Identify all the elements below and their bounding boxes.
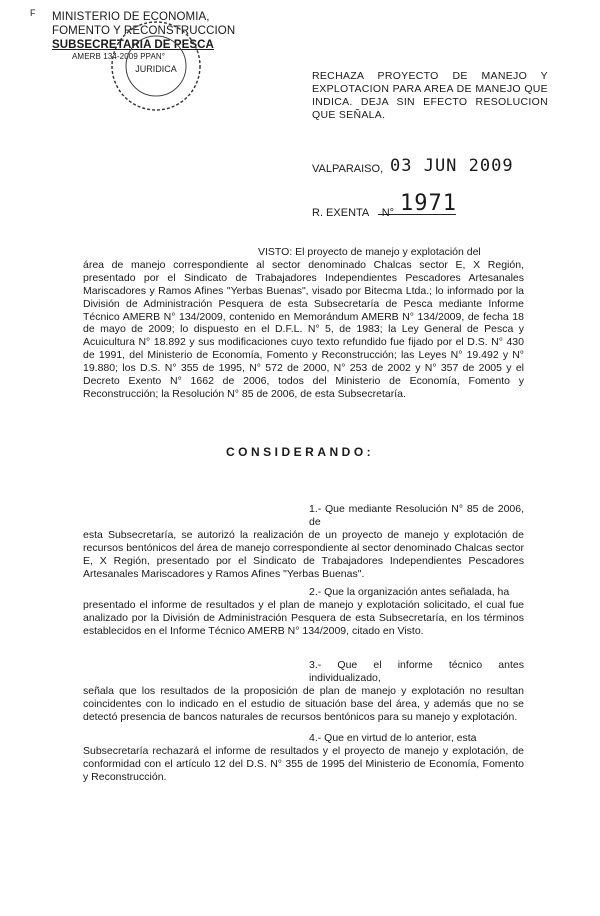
considerando-paragraph-4 [83, 732, 524, 784]
paragraph-3-body: señala que los resultados de la proposición de plan de manejo y explotación no resultan coincidentes con lo indicado en el estudio de situación base del área, y además que no se detectó presencia de bancos naturales de recursos bentónicos para su manejo y explotación. [83, 684, 524, 723]
considerando-paragraph-1 [83, 503, 524, 580]
place-label: VALPARAISO, [312, 163, 384, 175]
considerando-heading: CONSIDERANDO: [226, 445, 375, 459]
paragraph-4-body: Subsecretaría rechazará el informe de resultados y el proyecto de manejo y explotación, de conformidad con el artículo 12 del D.S. N° 355 de 1995 del Ministerio de Economía, Fomento y Reconstrucción. [83, 744, 524, 783]
ministry-name-line2: FOMENTO Y RECONSTRUCCION [52, 25, 236, 37]
resolution-number: 1971 [400, 191, 457, 216]
resolution-no-label: N° [381, 207, 395, 219]
subsecretaria-name: SUBSECRETARIA DE PESCA [52, 39, 214, 51]
considerando-paragraph-2 [83, 586, 524, 638]
juridica-stamp [108, 18, 204, 114]
resolution-subject: RECHAZA PROYECTO DE MANEJO Y EXPLOTACION PARA AREA DE MANEJO QUE INDICA. DEJA SIN EFECTO RESOLUCION QUE SEÑALA. [312, 70, 548, 121]
stamp-text: JURIDICA [135, 64, 177, 74]
ministry-name: MINISTERIO DE ECONOMIA, [52, 11, 210, 23]
visto-lead: VISTO: El proyecto de manejo y explotación del [258, 246, 481, 258]
paragraph-1-lead: 1.- Que mediante Resolución N° 85 de 2006, de [309, 503, 524, 528]
resolution-type-label: R. EXENTA [312, 207, 369, 219]
paragraph-3-lead: 3.- Que el informe técnico antes individualizado, [309, 659, 524, 684]
resolution-number-underline [378, 214, 456, 215]
paragraph-4-lead: 4.- Que en virtud de lo anterior, esta [309, 732, 477, 744]
considerando-paragraph-3 [83, 659, 524, 724]
corner-mark: F [30, 8, 36, 18]
visto-paragraph [83, 246, 524, 401]
resolution-date: 03 JUN 2009 [390, 156, 514, 176]
paragraph-1-body: esta Subsecretaría, se autorizó la realización de un proyecto de manejo y explotación de recursos bentónicos del área de manejo correspondiente al sector denominado Chalcas sector E, X Región, presentado por el Sindicato de Trabajadores Independientes Pescadores Artesanales Mariscadores y Ramos Afines "Yerbas Buenas". [83, 528, 524, 580]
file-reference: AMERB 134-2009 PPAN° [72, 52, 166, 61]
paragraph-2-lead: 2.- Que la organización antes señalada, ha [309, 586, 510, 598]
visto-body: área de manejo correspondiente al sector denominado Chalcas sector E, X Región, presentado por el Sindicato de Trabajadores Independientes Pescadores Artesanales Mariscadores y Ramos Afines "Yerbas Buenas", visado por Bitecma Ltda.; lo informado por la División de Administración Pesquera de esta Subsecretaría de Pesca mediante Informe Técnico AMERB N° 134/2009, contenido en Memorándum AMERB N° 134/2009, de fecha 18 de mayo de 2009; lo dispuesto en el D.F.L. N° 5, de 1983; la Ley General de Pesca y Acuicultura N° 18.892 y sus modificaciones cuyo texto refundido fue fijado por el D.S. N° 430 de 1991, del Ministerio de Economía, Fomento y Reconstrucción; las Leyes N° 19.492 y N° 19.880; los D.S. N° 355 de 1995, N° 572 de 2000, N° 253 de 2002 y N° 357 de 2005 y el Decreto Exento N° 1662 de 2006, todos del Ministerio de Economía, Fomento y Reconstrucción; la Resolución N° 85 de 2006, de esta Subsecretaría. [83, 258, 524, 400]
paragraph-2-body: presentado el informe de resultados y el plan de manejo y explotación solicitado, el cual fue analizado por la División de Administración Pesquera de esta Subsecretaría, en los términos establecidos en el Informe Técnico AMERB N° 134/2009, citado en Visto. [83, 598, 524, 637]
resolution-type [312, 207, 394, 219]
